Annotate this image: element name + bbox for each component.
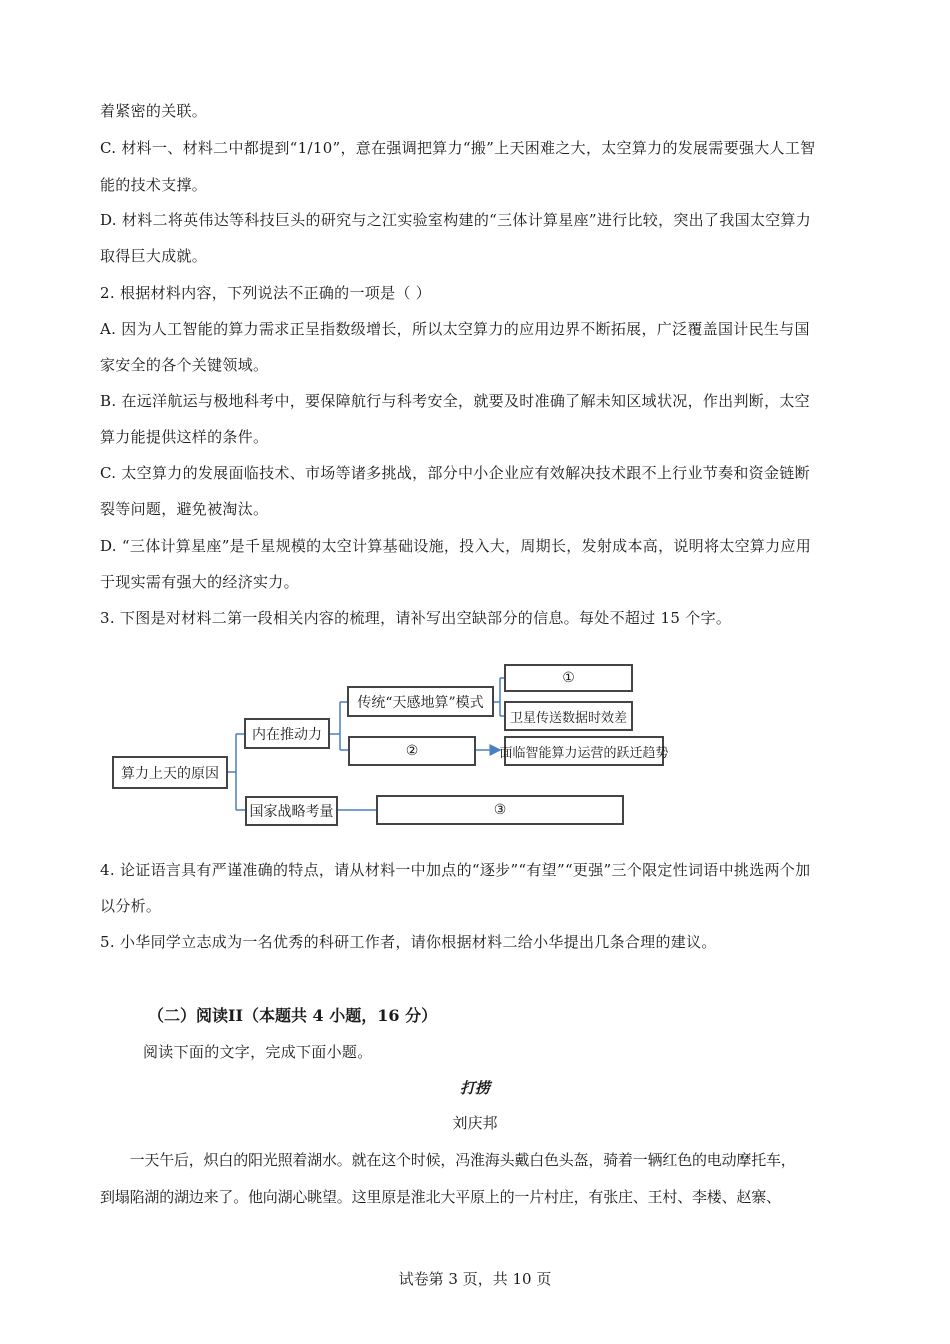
- story-paragraph-line: 到塌陷湖的湖边来了。他向湖心眺望。这里原是淮北大平原上的一片村庄，有张庄、王村、李楼、赵寨、: [100, 1188, 781, 1206]
- text-line: 能的技术支撑。: [100, 176, 208, 194]
- story-title: 打捞: [459, 1079, 490, 1097]
- question-4: 4. 论证语言具有严谨准确的特点，请从材料一中加点的“逐步”“有望”“更强”三个限定性词语中挑选两个加: [100, 861, 811, 879]
- section-heading: （二）阅读II（本题共 4 小题，16 分）: [148, 1006, 438, 1025]
- text-line: 于现实需有强大的经济实力。: [100, 573, 299, 591]
- instruction: 阅读下面的文字，完成下面小题。: [143, 1043, 373, 1061]
- q2-option-d: D. “三体计算星座”是千星规模的太空计算基础设施，投入大，周期长，发射成本高，说明将太空算力应用: [100, 537, 812, 555]
- question-2: 2. 根据材料内容，下列说法不正确的一项是（ ）: [100, 284, 432, 302]
- diagram-inner-box: 内在推动力: [244, 718, 330, 749]
- text-line: 家安全的各个关键领域。: [100, 356, 269, 374]
- diagram-trend-box: 面临智能算力运营的跃迁趋势: [504, 736, 664, 766]
- diagram-root-box: 算力上天的原因: [112, 756, 228, 789]
- text-line: 取得巨大成就。: [100, 247, 208, 265]
- option-d-line: D. 材料二将英伟达等科技巨头的研究与之江实验室构建的“三体计算星座”进行比较，突出了我国太空算力: [100, 211, 812, 229]
- text-line: 着紧密的关联。: [100, 102, 208, 120]
- diagram-satellite-box: 卫星传送数据时效差: [504, 701, 633, 731]
- q2-option-a: A. 因为人工智能的算力需求正呈指数级增长，所以太空算力的应用边界不断拓展，广泛覆盖国计民生与国: [100, 320, 810, 338]
- option-c-line: C. 材料一、材料二中都提到“1/10”，意在强调把算力“搬”上天困难之大，太空算力的发展需要强大人工智: [100, 139, 816, 157]
- diagram-blank-3: ③: [376, 795, 624, 825]
- story-author: 刘庆邦: [452, 1114, 498, 1132]
- diagram-national-box: 国家战略考量: [245, 796, 338, 826]
- text-line: 算力能提供这样的条件。: [100, 428, 269, 446]
- q2-option-b: B. 在远洋航运与极地科考中，要保障航行与科考安全，就要及时准确了解未知区域状况，作出判断，太空: [100, 392, 810, 410]
- text-line: 裂等问题，避免被淘汰。: [100, 500, 269, 518]
- q2-option-c: C. 太空算力的发展面临技术、市场等诸多挑战，部分中小企业应有效解决技术跟不上行业节奏和资金链断: [100, 464, 810, 482]
- text-line: 以分析。: [100, 897, 162, 915]
- diagram-traditional-box: 传统“天感地算”模式: [347, 686, 494, 717]
- page-footer: 试卷第 3 页，共 10 页: [398, 1270, 552, 1288]
- question-3: 3. 下图是对材料二第一段相关内容的梳理，请补写出空缺部分的信息。每处不超过 15 个字。: [100, 609, 732, 627]
- diagram-blank-1: ①: [504, 664, 633, 692]
- story-paragraph-line: 一天午后，炽白的阳光照着湖水。就在这个时候，冯淮海头戴白色头盔，骑着一辆红色的电动摩托车，: [100, 1151, 796, 1169]
- diagram-blank-2: ②: [348, 736, 476, 766]
- question-5: 5. 小华同学立志成为一名优秀的科研工作者，请你根据材料二给小华提出几条合理的建议。: [100, 933, 717, 951]
